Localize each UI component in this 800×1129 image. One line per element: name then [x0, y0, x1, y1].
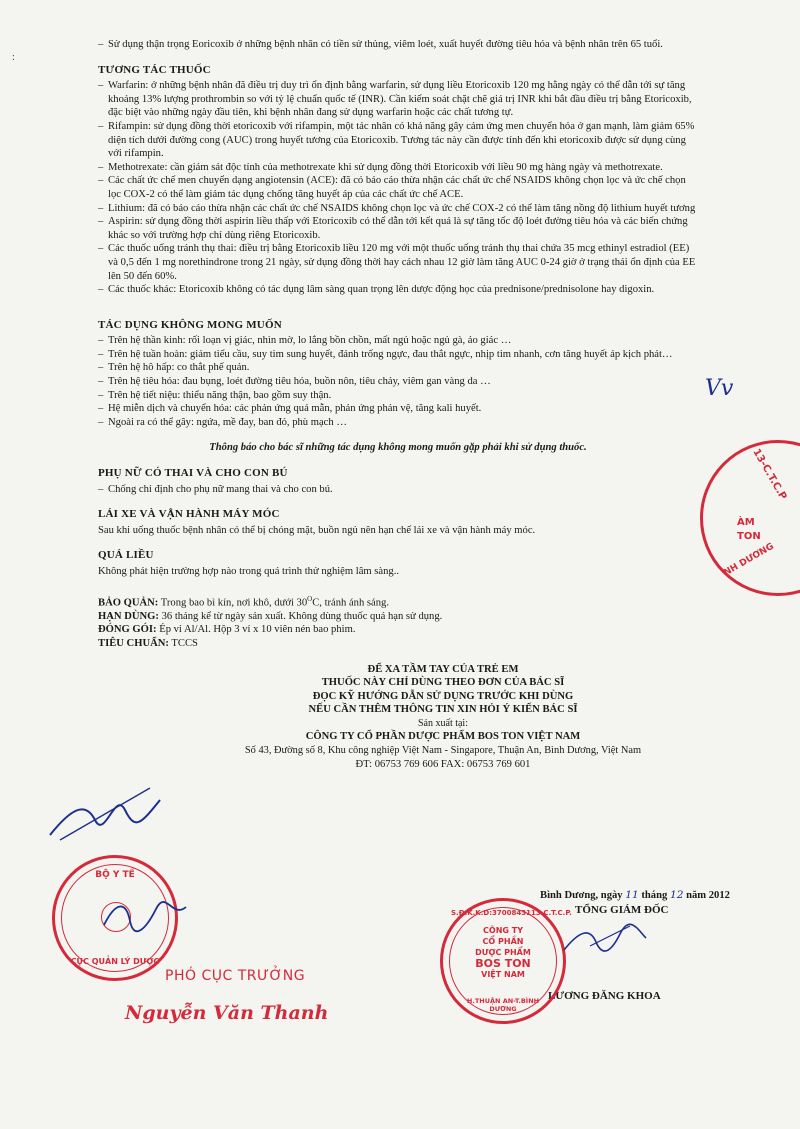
- list-item: – Các thuốc khác: Etoricoxib không có tác dụng lâm sàng quan trọng lên dược động học của prednisone/prednisolone hay digoxin.: [98, 284, 655, 296]
- list-item: – Chống chỉ định cho phụ nữ mang thai và cho con bú.: [98, 483, 333, 495]
- driving-text: Sau khi uống thuốc bệnh nhân có thể bị chóng mặt, buồn ngủ nên hạn chế lái xe và vận hành máy móc.: [98, 524, 536, 536]
- storage-row: BẢO QUẢN: Trong bao bì kín, nơi khô, dưới $30^OC$, tránh ánh sáng.: [98, 594, 389, 609]
- company-stamp: S.Đ.K.K.D:3700843113.C.T.C.P. CÔNG TY CỔ PHẦN DƯỢC PHẨM BOS TON VIỆT NAM H.THUẬN AN-T.BÌNH DƯƠNG: [440, 898, 566, 1024]
- list-item: – Methotrexate: cần giám sát độc tính của methotrexate khi sử dụng đồng thời Etoricoxib với liều 90 mg hàng ngày và methotrexate.: [98, 161, 663, 173]
- section-title-overdose: QUÁ LIỀU: [98, 549, 154, 562]
- list-item: – Trên hệ thần kinh: rối loạn vị giác, nhìn mờ, lo lắng bồn chồn, mất ngủ hoặc ngủ gà, ảo giác …: [98, 335, 512, 347]
- ministry-signature-top: [40, 780, 170, 850]
- list-item: – Lithium: đã có báo cáo thừa nhận các chất ức chế NSAIDS không chọn lọc và ức chế COX-2 có thể làm tăng nồng độ lithium huyết tương: [98, 202, 696, 214]
- overdose-text: Không phát hiện trường hợp nào trong quá trình thử nghiệm lâm sàng..: [98, 566, 400, 577]
- list-item: – Sử dụng thận trọng Eoricoxib ở những bệnh nhân có tiền sử thủng, viêm loét, xuất huyết đường tiêu hóa và bệnh nhân trên 65 tuổi.: [98, 38, 698, 52]
- side-effects-note: Thông báo cho bác sĩ những tác dụng không mong muốn gặp phải khi sử dụng thuốc.: [209, 442, 587, 454]
- director-signature: [560, 920, 650, 960]
- ministry-name: Nguyễn Văn Thanh: [125, 1002, 329, 1024]
- list-item: – Trên hệ hô hấp: co thắt phế quản.: [98, 362, 250, 374]
- list-item: – Các chất ức chế men chuyển dạng angiotensin (ACE): đã có báo cáo thừa nhận các chất ức chế NSAIDS không chọn lọc và ức chế chọn lọc COX-2 có thể làm giảm tác dụng chống tăng huyết áp của các chất ức chế ACE.: [98, 175, 686, 200]
- ministry-role: PHÓ CỤC TRƯỞNG: [165, 968, 306, 984]
- signing-date: Bình Dương, ngày 11 tháng 12 năm 2012: [540, 889, 730, 901]
- margin-stamp: 13-C.T.C.P ÀM TON NH DƯƠNG: [700, 440, 800, 596]
- margin-mark: :: [12, 52, 15, 63]
- list-item: – Trên hệ tiết niệu: thiểu năng thận, bao gồm suy thận.: [98, 389, 332, 401]
- signing-role: TỔNG GIÁM ĐỐC: [575, 904, 669, 916]
- list-item: – Aspirin: sử dụng đồng thời aspirin liều thấp với Etoricoxib có thể dẫn tới kết quả là sự tăng tốc độ loét đường tiêu hóa và các biến chứng khác so với trường hợp chỉ dùng riêng Etoricoxib.: [98, 216, 688, 241]
- signing-name: LƯƠNG ĐĂNG KHOA: [548, 990, 661, 1002]
- list-item: – Trên hệ tuần hoàn: giảm tiểu cầu, suy tim sung huyết, đánh trống ngực, đau thắt ngực, nhịp tim nhanh, cơn tăng huyết áp kịch phát…: [98, 348, 673, 360]
- list-item: – Các thuốc uống tránh thụ thai: điều trị bằng Etoricoxib liều 120 mg với một thuốc uống tránh thụ thai chứa 35 mcg ethinyl estradiol (EE) và 0,5 đến 1 mg norethindrone trong 21 ngày, sử dụng đồng thời hay cách nhau 12 giờ làm tăng AUC 0-24 giờ ở trạng thái ổn định của EE lên 50 đến 60%.: [98, 243, 696, 282]
- manufacturer-address: Số 43, Đường số 8, Khu công nghiệp Việt Nam - Singapore, Thuận An, Bình Dương, Việt Nam: [244, 745, 642, 757]
- ministry-stamp: BỘ Y TẾ CỤC QUẢN LÝ DƯỢC: [52, 855, 178, 981]
- document-content: [98, 38, 698, 771]
- list-item: – Warfarin: ở những bệnh nhân đã điều trị duy trì ổn định bằng warfarin, sử dụng liều Etoricoxib 120 mg hằng ngày có thể dẫn tới sự tăng khoảng 13% lượng prothrombin so với tỷ lệ chuẩn quốc tế (INR). Cần kiểm soát chặt chẽ giá trị INR khi bắt đầu điều trị bằng Etoricoxib, đặc biệt vào những ngày đầu tiên, khi bệnh nhân đang sử dụng warfarin hoặc các chất tương tự.: [98, 80, 692, 119]
- packaging-row: ĐÓNG GÓI: Ép vỉ Al/Al. Hộp 3 vỉ x 10 viên nén bao phim.: [98, 624, 356, 636]
- section-title-pregnancy: PHỤ NỮ CÓ THAI VÀ CHO CON BÚ: [98, 467, 288, 480]
- list-item: – Ngoài ra có thể gây: ngứa, mề đay, ban đỏ, phù mạch …: [98, 416, 347, 428]
- manufacturer-name: CÔNG TY CỔ PHẦN DƯỢC PHẨM BOS TON VIỆT NAM: [305, 731, 581, 743]
- standard-row: TIÊU CHUẨN: TCCS: [98, 637, 198, 649]
- manufacturer-phone: ĐT: 06753 769 606 FAX: 06753 769 601: [355, 758, 531, 770]
- ministry-signature: [100, 895, 190, 935]
- list-item: – Rifampin: sử dụng đồng thời etoricoxib với rifampin, một tác nhân có khả năng gây cảm ứng men chuyển hóa ở gan mạnh, làm giảm 65% diện tích dưới đường cong (AUC) trong huyết tương của Etoricoxib. Tương tác này cần được tính đến khi etoricoxib được sử dụng cùng với rifampin.: [98, 120, 695, 160]
- initials-signature: Vv: [705, 376, 734, 401]
- section-title-interactions: TƯƠNG TÁC THUỐC: [98, 63, 211, 76]
- section-title-side-effects: TÁC DỤNG KHÔNG MONG MUỐN: [98, 318, 282, 331]
- list-item: – Trên hệ tiêu hóa: đau bụng, loét đường tiêu hóa, buồn nôn, tiêu chảy, viêm gan vàng da …: [98, 376, 491, 388]
- caution-text: Sử dụng thận trọng Eoricoxib ở những bệnh nhân có tiền sử thủng, viêm loét, xuất huyết đường tiêu hóa và bệnh nhân trên 65 tuổi.: [108, 39, 663, 50]
- shelf-life-row: HẠN DÙNG: 36 tháng kể từ ngày sản xuất. Không dùng thuốc quá hạn sử dụng.: [98, 610, 443, 622]
- warnings-block: ĐỂ XA TẦM TAY CỦA TRẺ EM THUỐC NÀY CHỈ DÙNG THEO ĐƠN CỦA BÁC SĨ ĐỌC KỸ HƯỚNG DẪN SỬ DỤNG TRƯỚC KHI DÙNG NẾU CẦN THÊM THÔNG TIN XIN HỎI Ý KIẾN BÁC SĨ Sản xuất tại: CÔNG TY CỔ PHẦN DƯỢC PHẨM BOS TON VIỆT NAM: [98, 663, 698, 745]
- list-item: – Hệ miễn dịch và chuyển hóa: các phản ứng quá mẫn, phản ứng phản vệ, tăng kali huyết.: [98, 403, 482, 415]
- section-title-driving: LÁI XE VÀ VẬN HÀNH MÁY MÓC: [98, 508, 280, 521]
